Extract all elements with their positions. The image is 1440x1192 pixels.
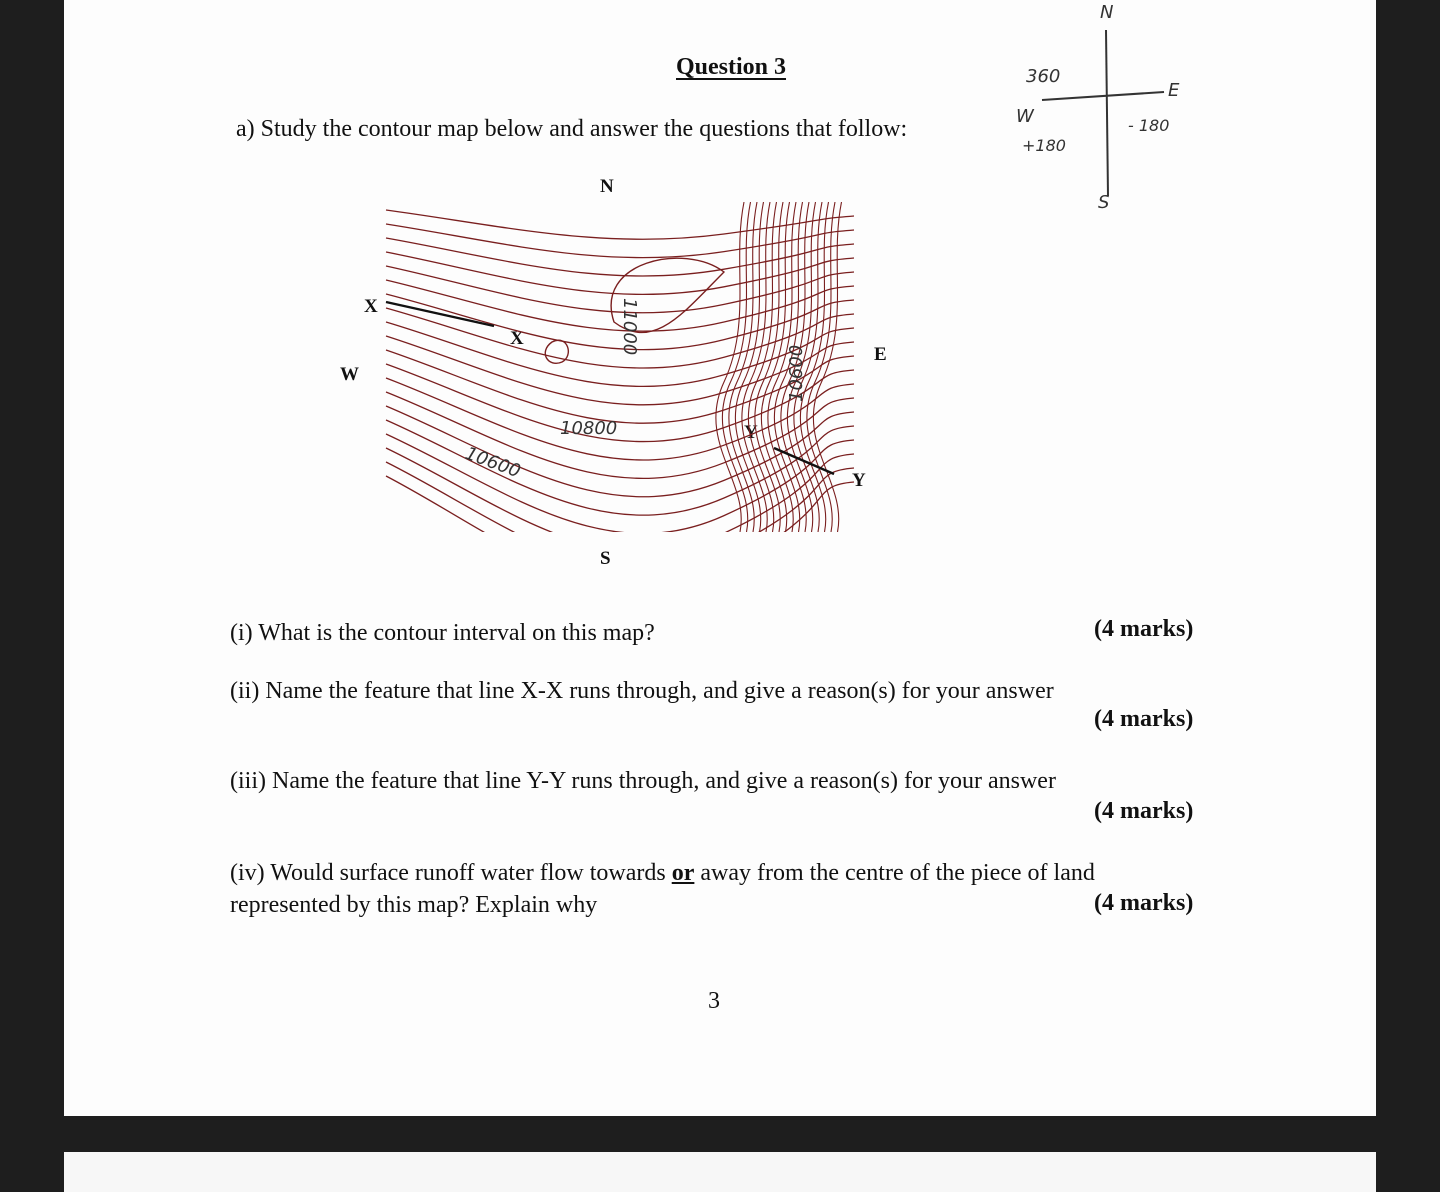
handwritten-360: 360 — [1026, 66, 1061, 87]
contour-line — [386, 434, 854, 532]
question-iii-marks: (4 marks) — [1094, 798, 1194, 824]
question-title: Question 3 — [676, 54, 787, 80]
contour-line — [386, 210, 854, 239]
contour-line — [386, 378, 854, 460]
question-iv-marks: (4 marks) — [1094, 890, 1194, 916]
contour-lines — [384, 202, 854, 532]
contour-line — [386, 224, 854, 258]
contour-line — [386, 392, 854, 478]
document-page — [64, 0, 1376, 1116]
handwritten-minus-180: - 180 — [1128, 116, 1170, 135]
contour-label-10800: 10800 — [560, 418, 618, 439]
contour-label-10600-west: 10600 — [462, 442, 524, 483]
contour-label-10600-east: 10600 — [786, 344, 807, 402]
instruction-text: a) Study the contour map below and answer the questions that follow: — [236, 116, 908, 142]
map-west-label: W — [340, 364, 359, 385]
question-iv-line1 — [230, 860, 1095, 887]
question-iv-line2: represented by this map? Explain why — [230, 892, 598, 918]
section-line-x-x — [386, 302, 494, 326]
next-page-edge — [64, 1152, 1376, 1192]
handwritten-s: S — [1098, 192, 1110, 213]
handwritten-e: E — [1168, 80, 1180, 101]
question-iii: (iii) Name the feature that line Y-Y runs through, and give a reason(s) for your answer — [230, 768, 1056, 794]
map-south-label: S — [600, 548, 611, 569]
question-iv-emphasis: or — [671, 860, 695, 886]
contour-map — [334, 170, 894, 580]
question-ii-marks: (4 marks) — [1094, 706, 1194, 732]
contour-label-11000: 11000 — [619, 298, 640, 356]
contour-line — [545, 340, 568, 363]
handwritten-n: N — [1100, 2, 1114, 23]
question-iv-start: (iv) Would surface runoff water flow towards — [230, 860, 666, 886]
map-x-left-label: X — [364, 296, 378, 317]
map-y-inner-label: Y — [744, 422, 758, 443]
compass-lines — [1014, 0, 1214, 230]
question-iv-end: away from the centre of the piece of land — [700, 860, 1095, 886]
handwritten-plus-180: +180 — [1022, 136, 1066, 155]
map-y-right-label: Y — [852, 470, 866, 491]
map-x-inner-label: X — [510, 328, 524, 349]
handwritten-w: W — [1016, 106, 1034, 127]
map-east-label: E — [874, 344, 887, 365]
question-ii: (ii) Name the feature that line X-X runs through, and give a reason(s) for your answer — [230, 678, 1054, 704]
page-number: 3 — [708, 988, 720, 1014]
map-north-label: N — [600, 176, 614, 197]
question-i-marks: (4 marks) — [1094, 616, 1194, 642]
question-i: (i) What is the contour interval on this map? — [230, 620, 655, 646]
